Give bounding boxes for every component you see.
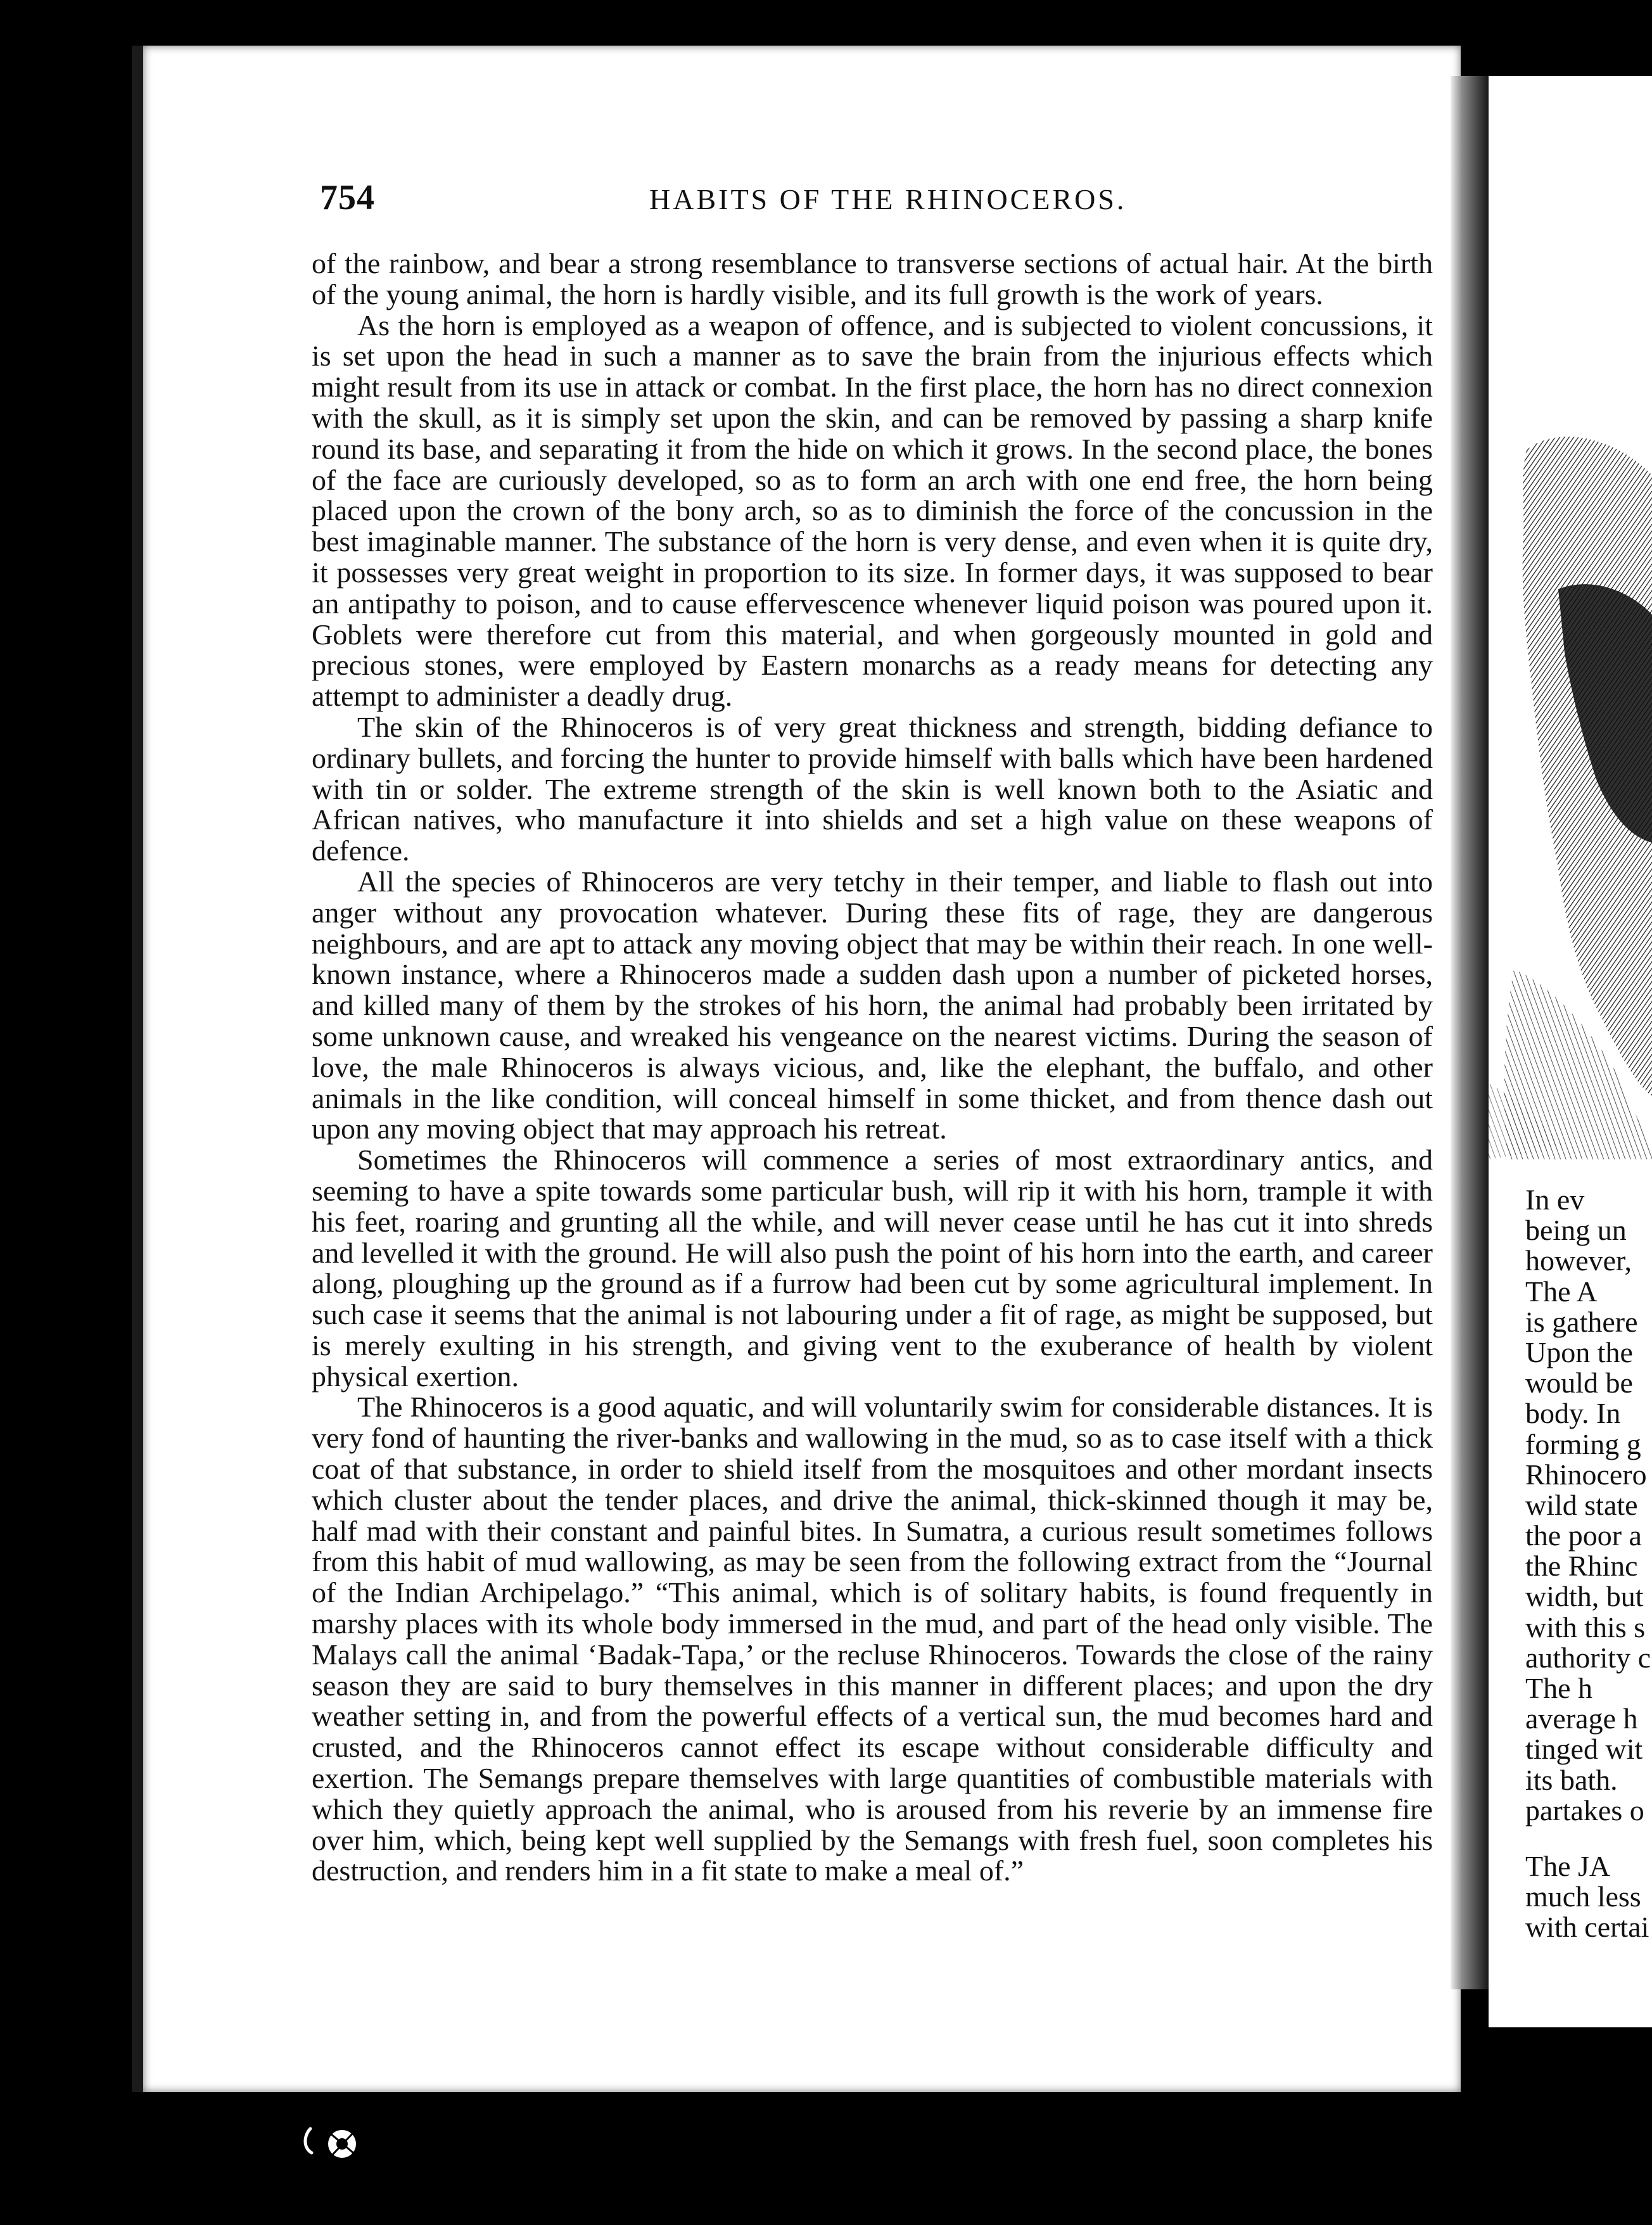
facing-line: being un [1525,1214,1627,1247]
facing-line: average h [1525,1702,1638,1735]
facing-line: The A [1525,1275,1598,1308]
paragraph: of the rainbow, and bear a strong resemblance to transverse sections of actual hair. At the birth of the young animal, the horn is hardly visible, and its full growth is the work of years. [312,247,1433,310]
facing-line: with certai [1525,1911,1649,1944]
paragraph: Sometimes the Rhinoceros will commence a series of most extraordinary antics, and seeming to have a spite towards some particular bush, will rip it with his horn, trample it with his feet, roaring and grunting all the while, and will never cease until he has cut it into shreds and levelled it with the ground. He will also push the point of his horn into the earth, and career along, ploughing up the ground as if a furrow had been cut by some agricultural implement. In such case it seems that the animal is not labouring under a fit of rage, as might be supposed, but is merely exulting in his strength, and giving vent to the exuberance of health by violent physical exertion. [312,1144,1433,1393]
facing-line: The JA [1525,1849,1611,1882]
facing-line: width, but [1525,1580,1644,1613]
facing-line: authority c [1525,1641,1651,1674]
body-text [312,248,1433,1887]
facing-line: In ev [1525,1183,1585,1216]
running-head [320,177,1425,222]
facing-line: the Rhinc [1525,1550,1638,1583]
facing-line: much less [1525,1880,1641,1913]
facing-page-text [1525,1185,1652,1943]
facing-line: partakes o [1525,1794,1644,1827]
facing-line: is gathere [1525,1305,1638,1338]
facing-line: forming g [1525,1427,1641,1460]
facing-line: however, [1525,1244,1632,1277]
engraving-illustration [1489,399,1652,1159]
facing-line: Upon the [1525,1336,1633,1368]
paragraph: The Rhinoceros is a good aquatic, and will voluntarily swim for considerable distances. It is very fond of haunting the river-banks and wallowing in the mud, so as to case itself with a thick coat of that substance, in order to shield itself from the mosquitoes and other mordant insects which cluster about the tender places, and drive the animal, thick-skinned though it may be, half mad with their constant and painful bites. In Sumatra, a curious result sometimes follows from this habit of mud wallowing, as may be seen from the following extract from the “Journal of the Indian Archipelago.” “This animal, which is of solitary habits, is found frequently in marshy places with its whole body immersed in the mud, and part of the head only visible. The Malays call the animal ‘Badak-Tapa,’ or the recluse Rhinoceros. Towards the close of the rainy season they are said to bury themselves in this manner in different places; and upon the dry weather setting in, and from the powerful effects of a vertical sun, the mud becomes hard and crusted, and the Rhinoceros cannot effect its escape without considerable difficulty and exertion. The Semangs prepare themselves with large quantities of combustible materials with which they quietly approach the animal, who is aroused from his reverie by an immense fire over him, which, being kept well supplied by the Semangs with fresh fuel, soon completes his destruction, and renders him in a fit state to make a meal of.” [312,1391,1433,1887]
facing-line: body. In [1525,1397,1621,1430]
paragraph: All the species of Rhinoceros are very tetchy in their temper, and liable to flash out into anger without any provocation whatever. During these fits of rage, they are dangerous neighbours, and are apt to attack any moving object that may be within their reach. In one well-known instance, where a Rhinoceros made a sudden dash upon a number of picketed horses, and killed many of them by the strokes of his horn, the animal had probably been irritated by some unknown cause, and wreaked his vengeance on the nearest victims. During the season of love, the male Rhinoceros is always vicious, and, like the elephant, the buffalo, and other animals in the like condition, will conceal himself in some thicket, and from thence dash out upon any moving object that may approach his retreat. [312,865,1433,1145]
page-number: 754 [320,178,375,217]
facing-line: Rhinocero [1525,1458,1647,1491]
facing-page [1489,76,1652,2027]
paragraph: The skin of the Rhinoceros is of very great thickness and strength, bidding defiance to ordinary bullets, and forcing the hunter to provide himself with balls which have been hardened with tin or solder. The extreme strength of the skin is well known both to the Asiatic and African natives, who manufacture it into shields and set a high value on these weapons of defence. [312,710,1433,867]
facing-line: the poor a [1525,1519,1642,1552]
page-title: HABITS OF THE RHINOCEROS. [649,183,1127,215]
facing-line [1525,1826,1652,1851]
paragraph: As the horn is employed as a weapon of offence, and is subjected to violent concussions, it is set upon the head in such a manner as to save the brain from the injurious effects which might result from its use in attack or combat. In the first place, the horn has no direct connexion with the skull, as it is simply set upon the skin, and can be removed by passing a sharp knife round its base, and separating it from the hide on which it grows. In the second place, the bones of the face are curiously developed, so as to form an arch with one end free, the horn being placed upon the crown of the bony arch, so as to diminish the force of the concussion in the best imaginable manner. The substance of the horn is very dense, and even when it is quite dry, it possesses very great weight in proportion to its size. In former days, it was supposed to bear an antipathy to poison, and to cause effervescence whenever liquid poison was poured upon it. Goblets were therefore cut from this material, and when gorgeously mounted in gold and precious stones, were employed by Eastern monarchs as a ready means for detecting any attempt to administer a deadly drug. [312,309,1433,713]
facing-line: would be [1525,1367,1633,1399]
book-gutter [1451,76,1489,1989]
facing-line: wild state [1525,1488,1638,1521]
facing-line: its bath. [1525,1763,1618,1796]
facing-line: with this s [1525,1610,1646,1643]
facing-line: tinged wit [1525,1733,1643,1766]
facing-line: The h [1525,1672,1593,1704]
handwritten-ink-mark [298,2116,374,2167]
